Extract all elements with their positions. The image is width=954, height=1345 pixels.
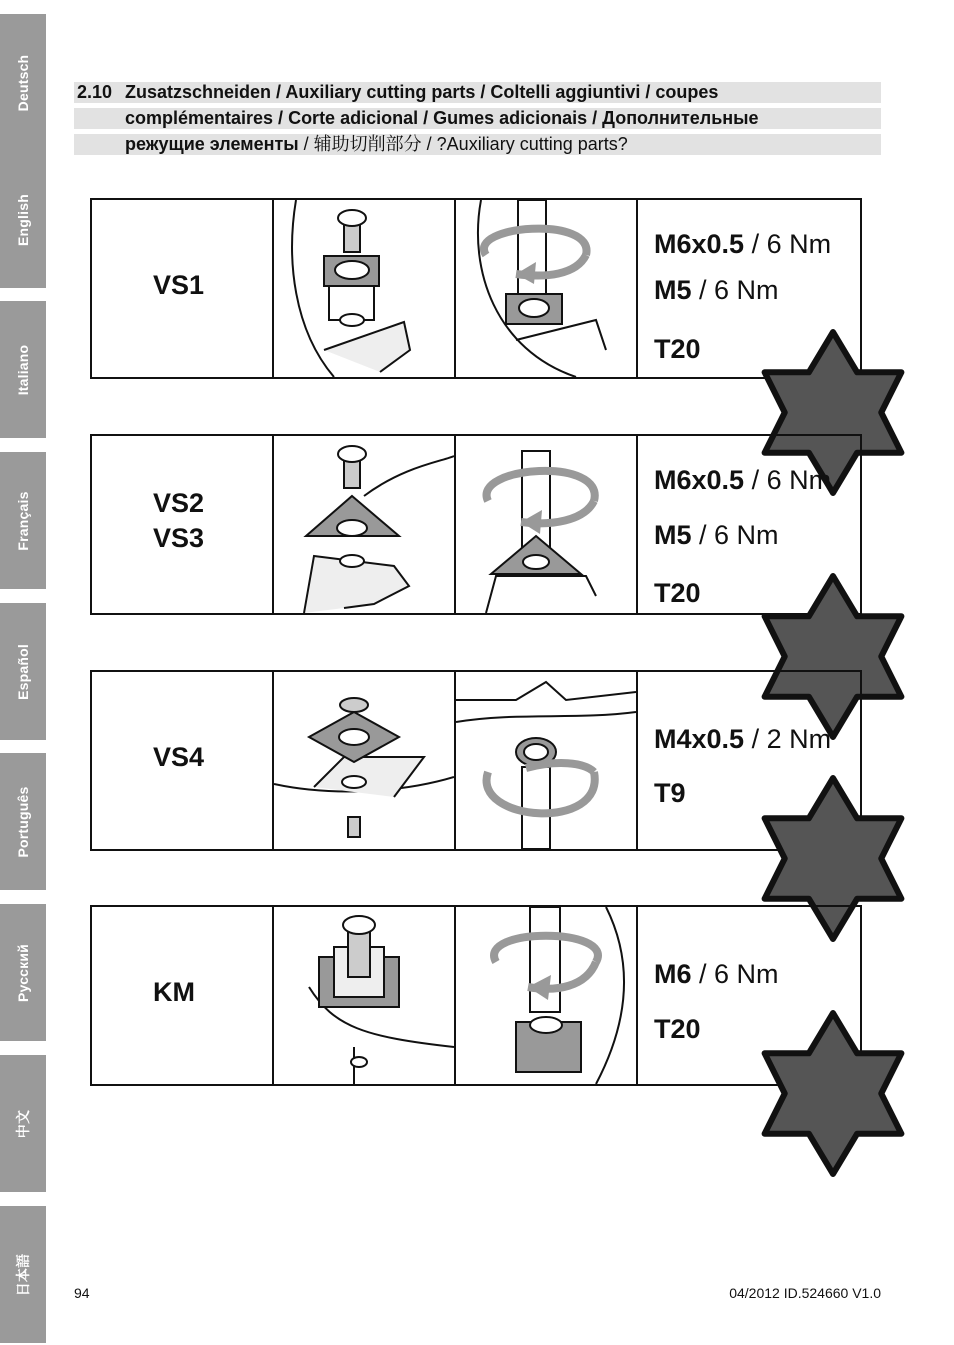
section-heading xyxy=(74,82,881,160)
tab-portugues[interactable]: Português xyxy=(0,753,46,890)
insert-illustration xyxy=(274,436,456,613)
section-number: 2.10 xyxy=(77,82,113,102)
spec-line-2: M5 / 6 Nm xyxy=(654,520,779,550)
tab-russian[interactable]: Русский xyxy=(0,904,46,1041)
model-label: VS1 xyxy=(153,270,205,300)
model-cell xyxy=(92,907,274,1084)
cutting-insert-icon xyxy=(274,672,454,849)
tightening-illustration xyxy=(456,907,638,1084)
panel-vs4 xyxy=(90,670,862,851)
heading-line-2: complémentaires / Corte adicional / Gumes adicionais / Дополнительные xyxy=(74,108,881,129)
tightening-illustration xyxy=(456,200,638,377)
spec-line-1: M6x0.5 / 6 Nm xyxy=(654,229,832,259)
screwdriver-rotate-icon xyxy=(456,436,636,613)
panel-vs1 xyxy=(90,198,862,379)
model-label: VS2 VS3 xyxy=(153,488,205,553)
tab-francais[interactable]: Français xyxy=(0,452,46,589)
model-cell xyxy=(92,672,274,849)
torx-size: T20 xyxy=(654,578,701,608)
tab-english[interactable]: English xyxy=(0,151,46,288)
spec-line-2: M5 / 6 Nm xyxy=(654,275,779,305)
spec-cell xyxy=(638,907,860,1084)
screwdriver-rotate-icon xyxy=(456,907,636,1084)
cutting-insert-icon xyxy=(274,907,454,1084)
tab-espanol[interactable]: Español xyxy=(0,603,46,740)
screwdriver-rotate-icon xyxy=(456,200,636,377)
insert-illustration xyxy=(274,672,456,849)
insert-illustration xyxy=(274,907,456,1084)
tab-japanese[interactable]: 日本語 xyxy=(0,1206,46,1343)
tightening-illustration xyxy=(456,436,638,613)
document-id: 04/2012 ID.524660 V1.0 xyxy=(729,1285,881,1301)
tab-deutsch[interactable]: Deutsch xyxy=(0,14,46,151)
torx-size: T20 xyxy=(654,334,701,364)
tightening-illustration xyxy=(456,672,638,849)
screwdriver-rotate-icon xyxy=(456,672,636,849)
model-label: VS4 xyxy=(153,742,205,772)
cutting-insert-icon xyxy=(274,200,454,377)
spec-cell xyxy=(638,200,860,377)
spec-line-1: M6 / 6 Nm xyxy=(654,959,779,989)
model-label: KM xyxy=(153,977,195,1007)
panel-vs2-vs3 xyxy=(90,434,862,615)
page-number: 94 xyxy=(74,1285,90,1301)
model-cell xyxy=(92,200,274,377)
spec-cell xyxy=(638,436,860,613)
heading-line-3: режущие элементы / 辅助切削部分 / ?Auxiliary cutting parts? xyxy=(74,134,881,155)
spec-line-1: M6x0.5 / 6 Nm xyxy=(654,465,832,495)
insert-illustration xyxy=(274,200,456,377)
tab-chinese[interactable]: 中文 xyxy=(0,1055,46,1192)
spec-cell xyxy=(638,672,860,849)
torx-size: T9 xyxy=(654,778,686,808)
torx-size: T20 xyxy=(654,1014,701,1044)
model-cell xyxy=(92,436,274,613)
torx-star-icon xyxy=(722,1005,944,1182)
heading-line-1: 2.10 Zusatzschneiden / Auxiliary cutting parts / Coltelli aggiuntivi / coupes xyxy=(74,82,881,103)
spec-line-1: M4x0.5 / 2 Nm xyxy=(654,724,832,754)
tab-italiano[interactable]: Italiano xyxy=(0,301,46,438)
panel-km xyxy=(90,905,862,1086)
language-tab-strip xyxy=(0,0,46,1345)
cutting-insert-icon xyxy=(274,436,454,613)
